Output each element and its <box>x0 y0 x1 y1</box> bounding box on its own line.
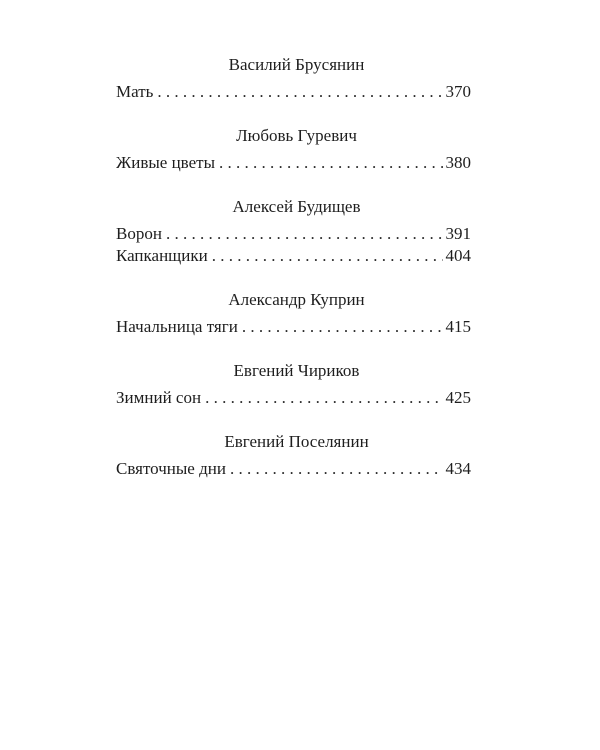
author-name: Василий Брусянин <box>228 55 365 74</box>
toc-section-poselyanin <box>116 431 471 480</box>
toc-section-budishchev <box>116 196 471 267</box>
toc-entry[interactable] <box>116 245 471 267</box>
toc-entry[interactable] <box>116 152 471 174</box>
toc-entry[interactable] <box>116 81 471 103</box>
page-number: 434 <box>445 459 471 478</box>
author-name: Любовь Гуревич <box>236 126 357 145</box>
entry-title: Святочные дни <box>116 459 226 478</box>
entry-title: Ворон <box>116 224 162 243</box>
author-name: Евгений Поселянин <box>224 432 369 451</box>
entry-title: Начальница тяги <box>116 317 238 336</box>
page-number: 380 <box>445 153 471 172</box>
dot-leader <box>208 245 443 267</box>
table-of-contents <box>116 54 471 502</box>
author-name: Евгений Чириков <box>233 361 360 380</box>
dot-leader <box>201 387 443 409</box>
author-name: Александр Куприн <box>228 290 365 309</box>
toc-section-gurevich <box>116 125 471 174</box>
page-number: 391 <box>445 224 471 243</box>
toc-section-brusyanin <box>116 54 471 103</box>
dot-leader <box>215 152 443 174</box>
page-number: 415 <box>445 317 471 336</box>
dot-leader <box>226 458 443 480</box>
page-number: 404 <box>445 246 471 265</box>
toc-entry[interactable] <box>116 387 471 409</box>
dot-leader <box>162 223 443 245</box>
author-name: Алексей Будищев <box>232 197 361 216</box>
entry-title: Живые цветы <box>116 153 215 172</box>
toc-entry[interactable] <box>116 223 471 245</box>
dot-leader <box>238 316 443 338</box>
page-number: 370 <box>445 82 471 101</box>
entry-title: Зимний сон <box>116 388 202 407</box>
entry-title: Капканщики <box>116 246 208 265</box>
toc-section-chirikov <box>116 360 471 409</box>
toc-entry[interactable] <box>116 316 471 338</box>
page-number: 425 <box>445 388 471 407</box>
toc-section-kuprin <box>116 289 471 338</box>
toc-entry[interactable] <box>116 458 471 480</box>
dot-leader <box>153 81 443 103</box>
entry-title: Мать <box>116 82 154 101</box>
